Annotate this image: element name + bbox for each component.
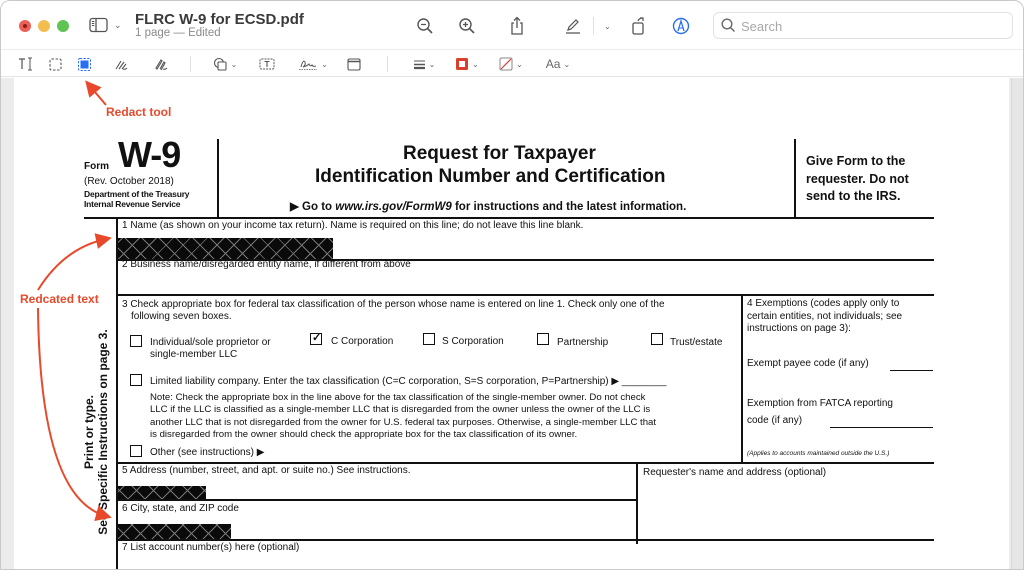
give-form-line2: requester. Do not <box>806 172 909 186</box>
text-box-tool[interactable] <box>258 54 276 74</box>
llc-label: Limited liability company. Enter the tax classification (C=C corporation, S=S corporation, P=Partnership) ▶ ________ <box>150 376 667 387</box>
text-style-icon: Aa <box>545 57 561 71</box>
redact-icon <box>78 58 91 71</box>
rectangular-selection-icon <box>49 58 62 71</box>
form-title-line2: Identification Number and Certification <box>315 166 666 187</box>
note-line: another LLC that is not disregarded from the owner for U.S. federal tax purposes. Otherwise, a single-member LLC that <box>150 416 657 428</box>
zoom-in-button[interactable] <box>455 14 479 38</box>
vertical-scrollbar[interactable] <box>1011 78 1024 570</box>
highlight-pen-icon <box>564 17 582 35</box>
rotate-button[interactable] <box>627 14 651 38</box>
irs-url[interactable]: www.irs.gov/FormW9 <box>335 201 452 213</box>
title-bar <box>1 1 1024 49</box>
signature-menu[interactable] <box>297 54 329 74</box>
chevron-down-icon: ⌄ <box>230 59 238 69</box>
form-department: Department of the Treasury <box>84 189 190 199</box>
document-viewport[interactable] <box>1 78 1024 570</box>
redact-tool[interactable] <box>76 54 92 74</box>
draw-icon <box>154 58 168 71</box>
redacted-text-annotation: Redcated text <box>20 292 99 306</box>
markup-toolbar-button[interactable] <box>669 14 693 38</box>
form-revision: (Rev. October 2018) <box>84 176 174 187</box>
zoom-button[interactable] <box>57 20 69 32</box>
line5-label: 5 Address (number, street, and apt. or suite no.) See instructions. <box>122 465 411 476</box>
exemptions-line: certain entities, not individuals; see <box>747 310 903 322</box>
chevron-down-icon: ⌄ <box>516 59 523 69</box>
shapes-icon <box>213 57 228 72</box>
search-icon <box>721 18 736 33</box>
highlight-options-button[interactable] <box>599 14 613 38</box>
shapes-menu[interactable] <box>211 54 239 74</box>
form-label: Form <box>84 161 109 172</box>
sketch-tool[interactable] <box>113 54 129 74</box>
chevron-down-icon: ⌄ <box>321 59 328 69</box>
give-form-line1: Give Form to the <box>806 154 906 168</box>
w9-form <box>14 78 1009 570</box>
close-button[interactable] <box>19 20 31 32</box>
form-title-line1: Request for Taxpayer <box>403 143 596 164</box>
chevron-down-icon: ⌄ <box>472 59 479 69</box>
checkbox-c-corporation-label: C Corporation <box>331 336 394 347</box>
side-label-line1: Print or type. <box>82 395 96 470</box>
note-line: LLC if the LLC is classified as a single-member LLC that is disregarded from the owner unless the owner of the LLC is <box>150 404 651 416</box>
markup-toolbar <box>1 49 1024 77</box>
annotation-arrows <box>14 78 1009 570</box>
share-icon <box>509 16 525 36</box>
note-tool[interactable] <box>345 54 363 74</box>
line6-label: 6 City, state, and ZIP code <box>122 503 239 514</box>
form-number: W-9 <box>118 134 181 175</box>
border-color-icon <box>455 57 469 71</box>
zoom-out-icon <box>416 17 434 35</box>
checkbox-trust-estate-label: Trust/estate <box>670 337 723 348</box>
requester-label: Requester's name and address (optional) <box>643 467 827 478</box>
chevron-down-icon: ⌄ <box>114 19 122 30</box>
redacted-name-arrow <box>38 239 106 290</box>
line3-label: 3 Check appropriate box for federal tax classification of the person whose name is entered on line 1. Check only one of the <box>122 299 665 310</box>
text-style-menu[interactable] <box>543 54 573 74</box>
note-icon <box>347 58 361 71</box>
search-field[interactable] <box>713 12 1013 39</box>
text-selection-icon <box>18 57 34 71</box>
side-label-line2: See Specific Instructions on page 3. <box>96 329 110 535</box>
zoom-in-icon <box>458 17 476 35</box>
sketch-icon <box>114 58 128 71</box>
minimize-button[interactable] <box>38 20 50 32</box>
redacted-city-arrow <box>38 308 106 516</box>
markup-icon <box>672 17 690 35</box>
form-service: Internal Revenue Service <box>84 199 181 209</box>
search-input[interactable] <box>741 17 1001 35</box>
sidebar-icon <box>89 17 109 33</box>
fatca-note: (Applies to accounts maintained outside the U.S.) <box>747 450 890 457</box>
chevron-down-icon: ⌄ <box>428 59 436 69</box>
rectangular-selection-tool[interactable] <box>47 54 63 74</box>
text-box-icon <box>259 58 275 70</box>
line1-label: 1 Name (as shown on your income tax return). Name is required on this line; do not leave this line blank. <box>122 220 584 231</box>
fill-color-icon <box>499 57 513 71</box>
text-selection-tool[interactable] <box>17 54 35 74</box>
fill-color-menu[interactable] <box>497 54 525 74</box>
line7-label: 7 List account number(s) here (optional) <box>122 542 300 553</box>
document-title: FLRC W-9 for ECSD.pdf <box>135 11 304 28</box>
line3-label-cont: following seven boxes. <box>131 311 232 322</box>
sidebar-toggle-button[interactable] <box>89 14 129 36</box>
checkbox-s-corporation-label: S Corporation <box>442 336 504 347</box>
highlight-button[interactable] <box>561 14 585 38</box>
chevron-down-icon: ⌄ <box>604 21 611 31</box>
line-style-icon <box>413 59 426 70</box>
line2-label: 2 Business name/disregarded entity name, if different from above <box>122 259 411 270</box>
give-form-line3: send to the IRS. <box>806 189 901 203</box>
signature-icon <box>298 57 318 71</box>
fatca-label-line1: Exemption from FATCA reporting <box>747 398 893 409</box>
note-line: is disregarded from the owner should check the appropriate box for the tax classification of its owner. <box>150 428 578 440</box>
chevron-down-icon: ⌄ <box>563 59 571 69</box>
draw-tool[interactable] <box>153 54 169 74</box>
rotate-icon <box>631 16 647 36</box>
goto-prefix: ▶ Go to <box>290 201 336 213</box>
exempt-payee-label: Exempt payee code (if any) <box>747 358 869 369</box>
goto-suffix: for instructions and the latest information. <box>451 201 687 213</box>
share-button[interactable] <box>505 14 529 38</box>
checkbox-individual-label2: single-member LLC <box>150 349 238 360</box>
other-label: Other (see instructions) ▶ <box>150 447 265 458</box>
line-style-menu[interactable] <box>411 54 437 74</box>
redact-tool-annotation: Redact tool <box>106 105 172 119</box>
document-status: 1 page — Edited <box>135 27 221 39</box>
zoom-out-button[interactable] <box>413 14 437 38</box>
checkbox-individual-label: Individual/sole proprietor or <box>150 337 271 348</box>
exemptions-line: instructions on page 3): <box>747 323 851 334</box>
exemptions-line: 4 Exemptions (codes apply only to <box>747 298 900 309</box>
note-line: Note: Check the appropriate box in the line above for the tax classification of the single-member owner. Do not check <box>150 392 646 403</box>
redact-tool-arrow <box>89 85 106 105</box>
fatca-label-line2: code (if any) <box>747 415 803 426</box>
pdf-page <box>14 78 1009 570</box>
border-color-menu[interactable] <box>453 54 481 74</box>
checkbox-partnership-label: Partnership <box>557 337 609 348</box>
